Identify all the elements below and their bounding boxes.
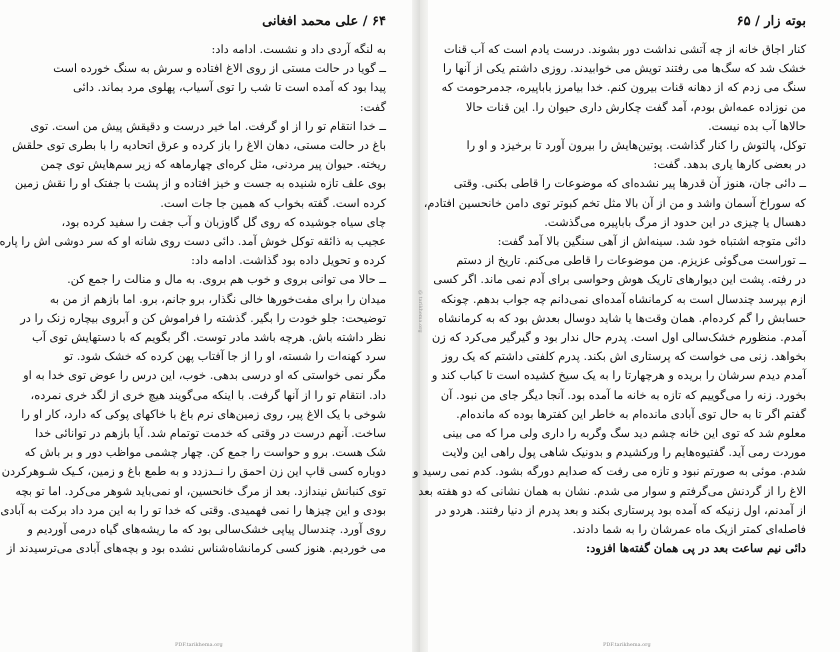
text-line: بخورد. زنه را می‌گوییم که تازه به خانه ما آمده بود. آنجا دیگر جای من نبود. آن	[440, 387, 806, 402]
text-line: کنار اجاق خانه از چه آتشی نداشت دور بشوند. درست یادم است که آب قنات	[443, 42, 806, 56]
text-line: شدم. موئی به صورتم نبود و تازه می رفت که صدایم دورگه بشود. کدم نمی رسید و	[412, 464, 806, 479]
text-line: دائی متوجه اشتباه خود شد. سینه‌اش از آهی سنگین بالا آمد گفت:	[497, 234, 806, 249]
text-line: کرده و تحویل داده بود گذاشت. ادامه داد:	[191, 253, 386, 268]
text-line: از آمدنم، اول زنیکه که آمده بود پرستاری بکند و بعد پدرم از دنیا رفتند. هردو در	[435, 502, 806, 517]
text-line: خشک شد که سگ‌ها می رفتند تویش می خوابیدند. روزی داشتم یکی از آنها را	[442, 61, 806, 76]
text-line: ــ خدا انتقام تو را از او گرفت. اما خیر درست و دقیقش پیش من است. توی	[30, 118, 386, 133]
text-line: ریخته. حیوان پیر مردنی، مثل کره‌ای چهارماهه که زیر سم‌هایش توی چمن	[40, 157, 386, 172]
page-footer: PDF.tarikhema.org	[603, 642, 651, 648]
text-line: بوی علف تازه شنیده به جست و خیز افتاده و از پشت با جفتک او را نقش زمین	[14, 176, 386, 191]
text-line: ــ گویا در حالت مستی از روی الاغ افتاده و سرش به سنگ خورده است	[53, 61, 386, 76]
text-line: کرده است. گفته بخواب که همین جا جات است.	[160, 195, 386, 210]
text-line: داد. انتقام تو را از آنها گرفت. با اینکه می‌گویند هیچ خری از لگد خری نمرده،	[30, 387, 386, 402]
text-line: که سوراخ آسمان واشد و من از آن بالا مثل تخم کبوتر توی دامن خانحسین افتادم،	[423, 195, 806, 210]
text-line: در بعضی کارها یاری بدهد. گفت:	[653, 157, 806, 172]
text-line: پیدا بود که آمده است تا شب را توی آسیاب، پهلوی مرد بماند. دائی	[73, 80, 386, 95]
text-line: من نوزاده عمه‌اش بودم، آمد گفت چکارش داری حیوان را. این قنات حالا	[465, 99, 806, 114]
text-line: شک هست. برو و حواست را جمع کن. چهار چشمی مواظب دور و بر باش که	[24, 445, 386, 460]
text-line: می خوردیم. هنوز کسی کرمانشاه‌شناس نشده بود و بچه‌های آبادی می‌ترسیدند از	[6, 541, 386, 556]
text-line: توی کنبانش نیندازد. بعد از مرگ خانحسین، او نمی‌باید شوهر می‌کرد. اما تو بچه	[15, 483, 386, 498]
text-line: نظر داشته باش. هرچه باشد مادر توست. اگر بگویم که با دستهایش توی آب	[32, 330, 386, 345]
left-page	[0, 0, 412, 652]
text-line: شوخی با یک الاغ پیر، روی زمین‌های نرم باغ با خاکهای پوکی که دارد، کار او را	[21, 406, 386, 421]
right-page-header: بوته زار / ۶۵	[736, 14, 806, 29]
left-page-body	[0, 40, 386, 558]
text-line: دهسال یا چیزی در این حدود از مرگ باباپیره می‌گذشت.	[544, 214, 806, 229]
text-line: حالاها آب بده نیست.	[708, 118, 806, 133]
text-line: ساخت. آنهم درست در وقتی که خدمت توتمام شد. آیا بازهم در توانائی خدا	[35, 426, 386, 441]
text-line: الاغ را از گردنش می‌گرفتم و سوار می شدم. نشان به همان نشانی که دو هفته بعد	[418, 483, 806, 498]
text-line: ــ حالا می توانی بروی و خوب هم بروی. به مال و منالت را جمع کن.	[67, 272, 386, 287]
text-line: مگر نمی خواستی که او درسی بدهی. خوب، این درس را عوض توی خدا به او	[23, 368, 386, 383]
text-line: چای سیاه جوشیده که روی گل گاوزبان و آب جفت را سفید کرده بود،	[61, 214, 386, 229]
text-line: توکل، پالتوش را کنار گذاشت. پوتین‌هایش را بیرون آورد تا برخیزد و او را	[466, 138, 806, 153]
right-page	[412, 0, 840, 652]
text-line: آمدم. منظورم خشک‌سالی اول است. پدرم حال ندار بود و گیرگیر می‌کرد که زن	[431, 330, 806, 345]
text-line: ازم بپرسد چندسال است به کرمانشاه آمده‌ای نمی‌دانم چه جواب بدهم. چونکه	[440, 291, 806, 306]
text-line: فاصله‌ای کمتر ازیک ماه عمرشان را به شما دادند.	[572, 522, 806, 537]
gutter-watermark: @ tarikhema.org	[417, 290, 423, 333]
text-line: موردت رمی آید. گفتیوه‌هایم را ورکشیدم و بدونیک شاهی پول راهی این ولایت	[442, 445, 806, 460]
text-line: میدان را برای مفت‌خورها خالی نگذار، برو جانم، برو. اما بازهم از من به	[49, 291, 386, 306]
text-line: عجیب به ذائقه توکل خوش آمد. دائی دست روی شانه او که سر دوشی اش را پاره	[0, 234, 386, 249]
page-footer: PDF.tarikhema.org	[175, 642, 223, 648]
text-line: در رفته. پشت این دیوارهای تاریک هوش وحواسی برای آدم نمی ماند. اگر کسی	[433, 272, 806, 287]
text-line: روی آورد. چندسال پیاپی خشک‌سالی بود که ما ریشه‌های گیاه درمی آوردیم و	[27, 522, 386, 537]
text-line: حسابش را گم کرده‌ام. همان وقت‌ها یا شاید دوسال بعدش بود که به کرمانشاه	[438, 310, 806, 325]
text-line: دائی نیم ساعت بعد در پی همان گفته‌ها افزود:	[586, 541, 806, 556]
text-line: سنگ می زدم که از دهانه قنات بیرون کنم. خدا بیامرز باباپیره، جدمرحومت که	[441, 80, 806, 95]
text-line: توضیحت: جلو خودت را بگیر. گذشته را فراموش کن و آبروی بیچاره زنک را در	[20, 310, 386, 325]
text-line: گفت:	[359, 99, 386, 114]
text-line: به لنگه آردی داد و نشست. ادامه داد:	[211, 42, 386, 56]
text-line: آمدم دیدم سرشان را بریده و هرچهارتا را به یک سیخ کشیده است تا کباب کند و	[431, 368, 806, 383]
text-line: ــ دائی جان، هنوز آن قدرها پیر نشده‌ای که موضوعات را قاطی بکنی. وقتی	[453, 176, 806, 191]
text-line: ــ توراست می‌گوئی عزیزم. من موضوعات را قاطی می‌کنم. تاریخ از دستم	[456, 253, 806, 268]
text-line: بودی و این چیزها را نمی فهمیدی. وقتی که خدا تو را به این مرد داد برکت به آبادی	[0, 502, 386, 517]
text-line: گفتم اگر تا به حال توی آبادی مانده‌ام به خاطر این کفترها بوده که مانده‌ام.	[456, 406, 806, 421]
text-line: دوباره کسی قاپ این زن احمق را نــدزدد و به طمع باغ و زمین، کـیک شـوهرکردن	[1, 464, 386, 479]
left-page-header: ۶۴ / علی محمد افغانی	[262, 14, 386, 29]
text-line: معلوم شد که توی این خانه چشم دید سگ وگربه را داری ولی مرا که می بینی	[442, 426, 806, 441]
text-line: بخواهد. زنی می خواست که پرستاری اش بکند. پدرم کلفتی داشتم که یک روز	[441, 349, 806, 364]
text-line: باغ در حالت مستی، دهان الاغ را باز کرده و عرق اتحادیه را با بطری توی حلقش	[12, 138, 386, 153]
text-line: سرد کهنه‌ات را شسته، او را از جا آفتاب پهن کرده که خشک شود. تو	[64, 349, 386, 364]
